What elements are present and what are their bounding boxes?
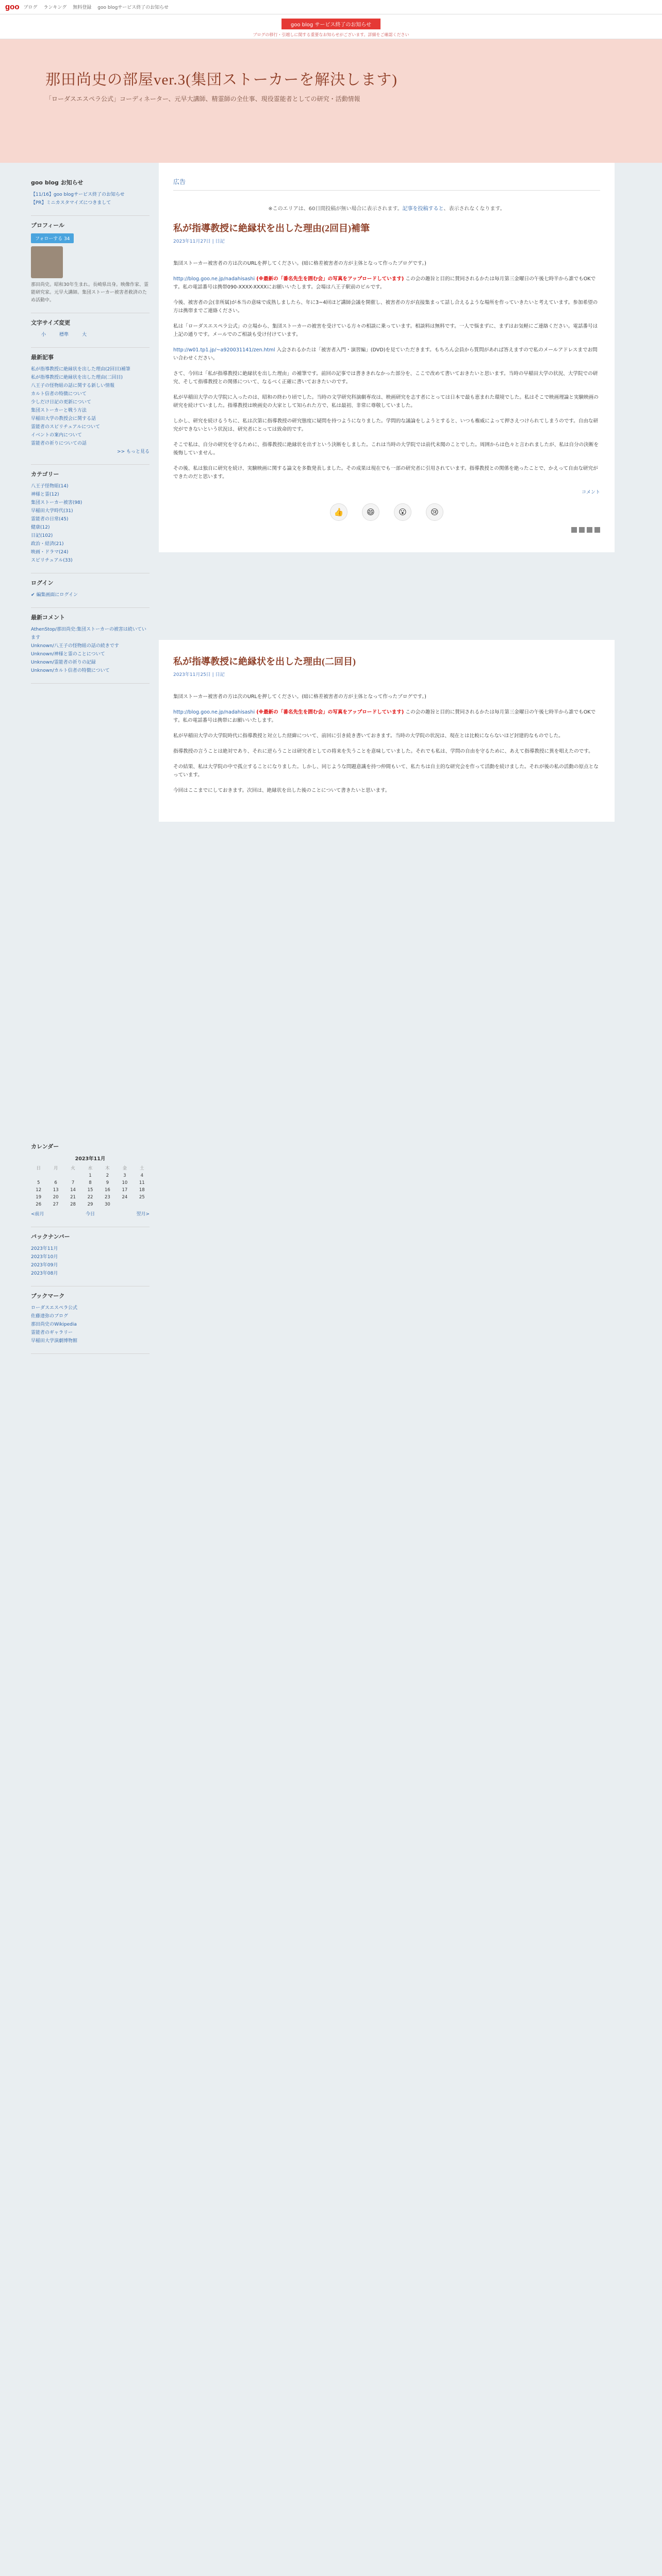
category-link[interactable]: 八王子怪物組(14) xyxy=(31,484,69,489)
recent-post-link[interactable]: 私が指導教授に絶縁状を出した理由(二回目) xyxy=(31,375,123,380)
backnumber-link[interactable]: 2023年10月 xyxy=(31,1255,58,1260)
post-paragraph: さて、今回は「私が指導教授に絶縁状を出した理由」の補筆です。前回の記事では書ききれなかった部分を、ここで改めて書いておきたいと思います。当時の早稲田大学の状況、大学院での研究、そして指導教授との関係について、なるべく正確に書いておきたいのです。 xyxy=(173,371,598,385)
font-size-small[interactable]: 小 xyxy=(41,332,46,337)
login-heading: ログイン xyxy=(31,580,54,586)
reaction-smile-icon[interactable]: 😄 xyxy=(362,503,379,521)
profile-box xyxy=(31,216,150,313)
calendar-day[interactable]: 2 xyxy=(106,1173,109,1178)
reaction-sad-icon[interactable]: 😢 xyxy=(426,503,443,521)
calendar-day[interactable]: 12 xyxy=(36,1188,42,1193)
post-paragraph: 集団ストーカー被害者の方は次のURLを押してください。(暗に格差被害者の方が主体となって作ったブログです。) xyxy=(173,261,426,266)
post-paragraph: 私が早稲田大学の大学院に入ったのは、昭和の終わり頃でした。当時の文学研究科演劇専攻は、映画研究を志す者にとっては日本で最も恵まれた環境でした。私はそこで映画理論と実験映画の研究を続けていました。指導教授は映画史の大家として知られた方で、私は最初、非常に尊敬していました。 xyxy=(173,395,599,409)
article xyxy=(159,163,615,552)
post-paragraph: 今後、被害者の会(非所属)が本当の意味で成熟しましたら、年に3~4回ほど講師会議を開催し、被害者の方が直接集まって話し合えるような場所を作っていきたいと考えています。参加希望の方は携帯までご連絡ください。 xyxy=(173,300,598,314)
post-body xyxy=(173,260,600,481)
blog-notice-link[interactable]: 【11/16】goo blogサービス終了のお知らせ xyxy=(31,192,125,197)
calendar-day[interactable]: 28 xyxy=(70,1202,76,1207)
comment-link[interactable]: コメント xyxy=(581,490,600,495)
post-date[interactable]: 2023年11月25日 | 日記 xyxy=(173,672,225,677)
banner-subtext: ブログの移行・引越しに関する重要なお知らせがございます。詳細をご確認ください xyxy=(253,32,409,37)
blog-description: 「ローダスエスペラ公式」コーディネーター、元早大講師、精霊師の全仕事、現役霊能者としての研究・活動情報 xyxy=(45,95,360,103)
recent-posts-more-link[interactable]: >> もっと見る xyxy=(117,449,150,454)
reaction-bar xyxy=(173,503,600,521)
follower-count: 34 xyxy=(63,236,70,242)
calendar-day[interactable]: 20 xyxy=(53,1195,59,1200)
recent-comment-link[interactable]: AthenStop/那田尚史:集団ストーカーの被害は続いています xyxy=(31,627,146,640)
calendar-day[interactable]: 9 xyxy=(106,1180,109,1185)
bookmark-link[interactable]: 霊能者のギャラリー xyxy=(31,1330,73,1335)
categories-heading: カテゴリー xyxy=(31,471,59,478)
recent-comments-heading: 最新コメント xyxy=(31,614,65,621)
recent-post-link[interactable]: 集団ストーカーと戦う方法 xyxy=(31,408,87,413)
backnumber-link[interactable]: 2023年08月 xyxy=(31,1271,58,1276)
post-highlight: (※最新の「番名先生を囲む会」の写真をアップロードしています) xyxy=(256,276,404,282)
notice-prefix: ※このエリアは、60日間投稿が無い場合に表示されます。 xyxy=(268,206,403,212)
recent-post-link[interactable]: 霊能者のスピリチュアルについて xyxy=(31,425,101,430)
recent-comment-link[interactable]: Unknown/神様と霊のことについて xyxy=(31,652,105,657)
blog-header xyxy=(0,39,662,163)
share-line-icon[interactable] xyxy=(594,527,600,533)
recent-comments-box xyxy=(31,608,150,684)
calendar-weekday: 日 xyxy=(36,1166,41,1171)
post-text: この会の趣旨と目的に賛同されるかたは毎月第三金曜日の午後七時半から誰でもOKです。私の電話番号は携帯にお願いいたします。 xyxy=(173,709,596,723)
post-paragraph: そこで私は、自分の研究を守るために、指導教授に絶縁状を出すという決断をしました。これは当時の大学院では前代未聞のことでした。周囲からは色々と言われましたが、私は自分の決断を後悔していません。 xyxy=(173,442,599,456)
calendar-weekday: 金 xyxy=(122,1166,127,1171)
calendar-day[interactable]: 21 xyxy=(70,1195,76,1200)
follow-label: フォローする xyxy=(35,236,63,242)
calendar-day[interactable]: 23 xyxy=(105,1195,110,1200)
calendar-day xyxy=(65,1173,80,1178)
global-topbar xyxy=(0,0,662,14)
calendar-day[interactable]: 8 xyxy=(89,1180,92,1185)
category-link[interactable]: 神様と霊(12) xyxy=(31,492,59,497)
calendar-prev-link[interactable]: <前月 xyxy=(31,1212,44,1217)
calendar-day[interactable]: 25 xyxy=(139,1195,145,1200)
recent-post-link[interactable]: 少しだけ日記の更新について xyxy=(31,400,91,405)
calendar-day[interactable]: 3 xyxy=(123,1173,126,1178)
service-notice-banner xyxy=(0,14,662,39)
post-paragraph: その結果、私は大学院の中で孤立することになりました。しかし、同じような問題意識を持つ仲間もいて、私たちは自主的な研究会を作って活動を続けました。それが後の私の活動の原点となっています。 xyxy=(173,764,599,778)
calendar-day[interactable]: 22 xyxy=(87,1195,93,1200)
font-size-box xyxy=(31,313,150,348)
backnumber-link[interactable]: 2023年11月 xyxy=(31,1246,58,1251)
top-link-blog[interactable]: ブログ xyxy=(23,5,38,10)
sidebar xyxy=(31,163,150,1354)
post-paragraph: しかし、研究を続けるうちに、私は次第に指導教授の研究態度に疑問を持つようになりました。学問的な議論をしようとすると、いつも権威によって押さえつけられてしまうのです。自由な研究ができないという状況は、研究者にとっては致命的です。 xyxy=(173,418,599,432)
blog-title[interactable]: 那田尚史の部屋ver.3(集団ストーカーを解決します) xyxy=(45,72,398,88)
calendar-nav xyxy=(31,1210,150,1218)
inactivity-notice xyxy=(173,204,600,212)
blog-notice-box xyxy=(31,163,150,216)
blog-notice-heading: goo blog お知らせ xyxy=(31,179,84,186)
top-link-signup[interactable]: 無料登録 xyxy=(73,5,92,10)
recent-post-link[interactable]: 八王子の怪物組の話に関する新しい情報 xyxy=(31,383,115,388)
post-paragraph: 今回はここまでにしておきます。次回は、絶縁状を出した後のことについて書きたいと思います。 xyxy=(173,788,390,793)
login-icon: ✔ xyxy=(31,592,37,598)
calendar-day xyxy=(31,1173,46,1178)
bookmark-link[interactable]: ローダスエスペラ公式 xyxy=(31,1306,78,1311)
reaction-surprise-icon[interactable]: 😮 xyxy=(394,503,411,521)
bookmark-link[interactable]: 佐藤達弥のブログ xyxy=(31,1314,69,1319)
post-title[interactable]: 私が指導教授に絶縁状を出した理由(二回目) xyxy=(173,656,356,667)
page-body xyxy=(0,163,662,1354)
post-body xyxy=(173,693,600,795)
calendar-box xyxy=(31,1137,150,1227)
post-date[interactable]: 2023年11月27日 | 日記 xyxy=(173,239,225,244)
bookmark-link[interactable]: 早稲田大学演劇博物館 xyxy=(31,1338,78,1344)
login-link[interactable] xyxy=(31,591,150,599)
font-size-options xyxy=(31,331,150,339)
category-link[interactable]: 政治・経済(21) xyxy=(31,541,64,547)
calendar-day[interactable]: 14 xyxy=(70,1188,76,1193)
calendar-heading: カレンダー xyxy=(31,1143,59,1150)
calendar-day[interactable]: 10 xyxy=(122,1180,128,1185)
recent-comment-link[interactable]: Unknown/八王子の怪物組の話の続きです xyxy=(31,643,119,649)
post-paragraph: 集団ストーカー被害者の方は次のURLを押してください。(暗に格差被害者の方が主体となって作ったブログです。) xyxy=(173,694,426,700)
calendar-day[interactable]: 7 xyxy=(71,1180,75,1185)
blog-notice-link[interactable]: 【PR】ミニカスタマイズにつきまして xyxy=(31,200,111,206)
login-link-label: 編集画面にログイン xyxy=(36,592,78,598)
post-highlight: (※最新の「番名先生を囲む会」の写真をアップロードしています) xyxy=(256,709,404,715)
calendar-day[interactable]: 24 xyxy=(122,1195,128,1200)
calendar-next-link[interactable]: 翌月> xyxy=(136,1212,150,1217)
calendar-day xyxy=(48,1173,63,1178)
calendar-day[interactable]: 5 xyxy=(37,1180,40,1185)
calendar-grid xyxy=(31,1165,150,1207)
calendar-day[interactable]: 30 xyxy=(105,1202,110,1207)
calendar-weekday: 水 xyxy=(88,1166,93,1171)
calendar-day[interactable]: 17 xyxy=(122,1188,128,1193)
post-paragraph xyxy=(173,708,600,725)
post-url-link[interactable]: http://w01.tp1.jp/~a920031141/zen.html xyxy=(173,347,275,353)
top-link-notice[interactable]: goo blogサービス終了のお知らせ xyxy=(97,5,169,10)
category-link[interactable]: 日記(102) xyxy=(31,533,53,538)
category-link[interactable]: 健康(12) xyxy=(31,525,50,530)
calendar-day[interactable]: 18 xyxy=(139,1188,145,1193)
calendar-day[interactable]: 26 xyxy=(36,1202,42,1207)
calendar-day[interactable]: 16 xyxy=(105,1188,110,1193)
post-paragraph xyxy=(173,346,600,363)
calendar-day[interactable]: 1 xyxy=(89,1173,92,1178)
font-size-normal[interactable]: 標準 xyxy=(59,332,69,337)
recent-post-link[interactable]: 私が指導教授に絶縁状を出した理由(2回目)補筆 xyxy=(31,367,130,372)
calendar-weekday: 木 xyxy=(105,1166,110,1171)
calendar-day[interactable]: 19 xyxy=(36,1195,42,1200)
backnumber-heading: バックナンバー xyxy=(31,1233,70,1240)
recent-posts-heading: 最新記事 xyxy=(31,354,54,361)
calendar-weekday: 月 xyxy=(53,1166,58,1171)
avatar xyxy=(31,246,63,278)
share-hatena-icon[interactable] xyxy=(587,527,592,533)
service-end-button[interactable]: goo blog サービス終了のお知らせ xyxy=(282,19,380,29)
calendar-day xyxy=(117,1202,132,1207)
category-link[interactable]: スピリチュアル(33) xyxy=(31,558,73,563)
bookmarks-box xyxy=(31,1286,150,1354)
goo-logo[interactable]: goo xyxy=(5,3,20,11)
post-url-link[interactable]: http://blog.goo.ne.jp/nadahisashi xyxy=(173,276,255,282)
calendar-day xyxy=(135,1202,150,1207)
recent-comment-link[interactable]: Unknown/カルト信者の特徴について xyxy=(31,668,110,673)
calendar-weekday: 土 xyxy=(140,1166,144,1171)
share-x-icon[interactable] xyxy=(571,527,577,533)
post-text: 入会されるかたは「被害者入門・演習編」(DVD)を見ていただきます。もちろん会員から質問があれば答えますので私のメールアドレスまでお問い合わせください。 xyxy=(173,347,598,361)
recent-post-link[interactable]: イベントの案内について xyxy=(31,433,82,438)
category-link[interactable]: 映画・ドラマ(24) xyxy=(31,550,69,555)
post-paragraph: 私が早稲田大学の大学院時代に指導教授と対立した経緯について、前回に引き続き書いておきます。当時の大学院の状況は、現在とは比較にならないほど封建的なものでした。 xyxy=(173,733,564,739)
post-url-link[interactable]: http://blog.goo.ne.jp/nadahisashi xyxy=(173,709,255,715)
calendar-weekday: 火 xyxy=(71,1166,75,1171)
calendar-day[interactable]: 15 xyxy=(87,1188,93,1193)
top-links xyxy=(24,4,169,10)
calendar-day[interactable]: 4 xyxy=(140,1173,143,1178)
category-link[interactable]: 早稲田大学時代(31) xyxy=(31,509,73,514)
calendar-month: 2023年11月 xyxy=(75,1156,106,1162)
bookmarks-heading: ブックマーク xyxy=(31,1293,65,1299)
profile-heading: プロフィール xyxy=(31,222,64,229)
category-link[interactable]: 霊能者の日常(45) xyxy=(31,517,69,522)
recent-post-link[interactable]: 早稲田大学の教授会に関する話 xyxy=(31,416,96,421)
calendar-day[interactable]: 13 xyxy=(53,1188,59,1193)
category-link[interactable]: 集団ストーカー被害(98) xyxy=(31,500,82,505)
categories-box xyxy=(31,465,150,573)
post-paragraph: 私は「ローダスエスペラ公式」の立場から、集団ストーカーの被害を受けている方々の相談に乗っています。相談料は無料です。一人で悩まずに、まずはお気軽にご連絡ください。電話番号は上記の通りです。メールでのご相談も受け付けています。 xyxy=(173,324,598,337)
calendar-today-link[interactable]: 今日 xyxy=(85,1212,95,1217)
recent-post-link[interactable]: カルト信者の特徴について xyxy=(31,392,87,397)
profile-bio: 那田尚史。昭和30年生まれ。長崎県出身。映像作家、霊能研究家。元早大講師。集団ストーカー被害者救済のため活動中。 xyxy=(31,282,148,303)
post-paragraph: その後、私は独自に研究を続け、実験映画に関する論文を多数発表しました。その成果は現在でも一部の研究者に引用されています。指導教授との関係を絶ったことで、かえって自由な研究ができたのだと思います。 xyxy=(173,466,598,480)
calendar-day[interactable]: 29 xyxy=(87,1202,93,1207)
post-paragraph: 指導教授の言うことは絶対であり、それに逆らうことは研究者としての将来を失うことを意味していました。それでも私は、学問の自由を守るために、あえて指導教授に異を唱えたのです。 xyxy=(173,749,593,754)
post-text: この会の趣旨と目的に賛同されるかたは毎月第三金曜日の午後七時半から誰でもOKです。私の電話番号は携帯090-XXXX-XXXXにお願いいたします。会場は八王子駅前のビルです。 xyxy=(173,276,596,290)
post-paragraph xyxy=(173,275,600,292)
recent-post-link[interactable]: 霊能者の祈りについての話 xyxy=(31,441,87,446)
recent-comment-link[interactable]: Unknown/霊能者の祈りの記録 xyxy=(31,660,96,665)
post-article-link[interactable]: 記事を投稿すると xyxy=(402,206,444,212)
font-size-heading: 文字サイズ変更 xyxy=(31,319,71,326)
bookmark-link[interactable]: 那田尚史のWikipedia xyxy=(31,1322,77,1327)
calendar-day[interactable]: 27 xyxy=(53,1202,59,1207)
notice-suffix: 、表示されなくなります。 xyxy=(443,206,505,212)
share-bar xyxy=(173,527,600,533)
post-title[interactable]: 私が指導教授に絶縁状を出した理由(2回目)補筆 xyxy=(173,223,370,233)
ad-label: 広告 xyxy=(173,177,600,191)
calendar-day[interactable]: 6 xyxy=(54,1180,57,1185)
main-content xyxy=(159,163,615,1354)
font-size-large[interactable]: 大 xyxy=(82,332,87,337)
top-link-ranking[interactable]: ランキング xyxy=(43,5,67,10)
backnumber-box xyxy=(31,1227,150,1286)
recent-posts-box xyxy=(31,348,150,465)
calendar-day[interactable]: 11 xyxy=(139,1180,145,1185)
login-box xyxy=(31,573,150,608)
article xyxy=(159,640,615,822)
reaction-like-icon[interactable]: 👍 xyxy=(330,503,347,521)
backnumber-link[interactable]: 2023年09月 xyxy=(31,1263,58,1268)
follow-button[interactable] xyxy=(31,233,74,243)
share-facebook-icon[interactable] xyxy=(579,527,585,533)
